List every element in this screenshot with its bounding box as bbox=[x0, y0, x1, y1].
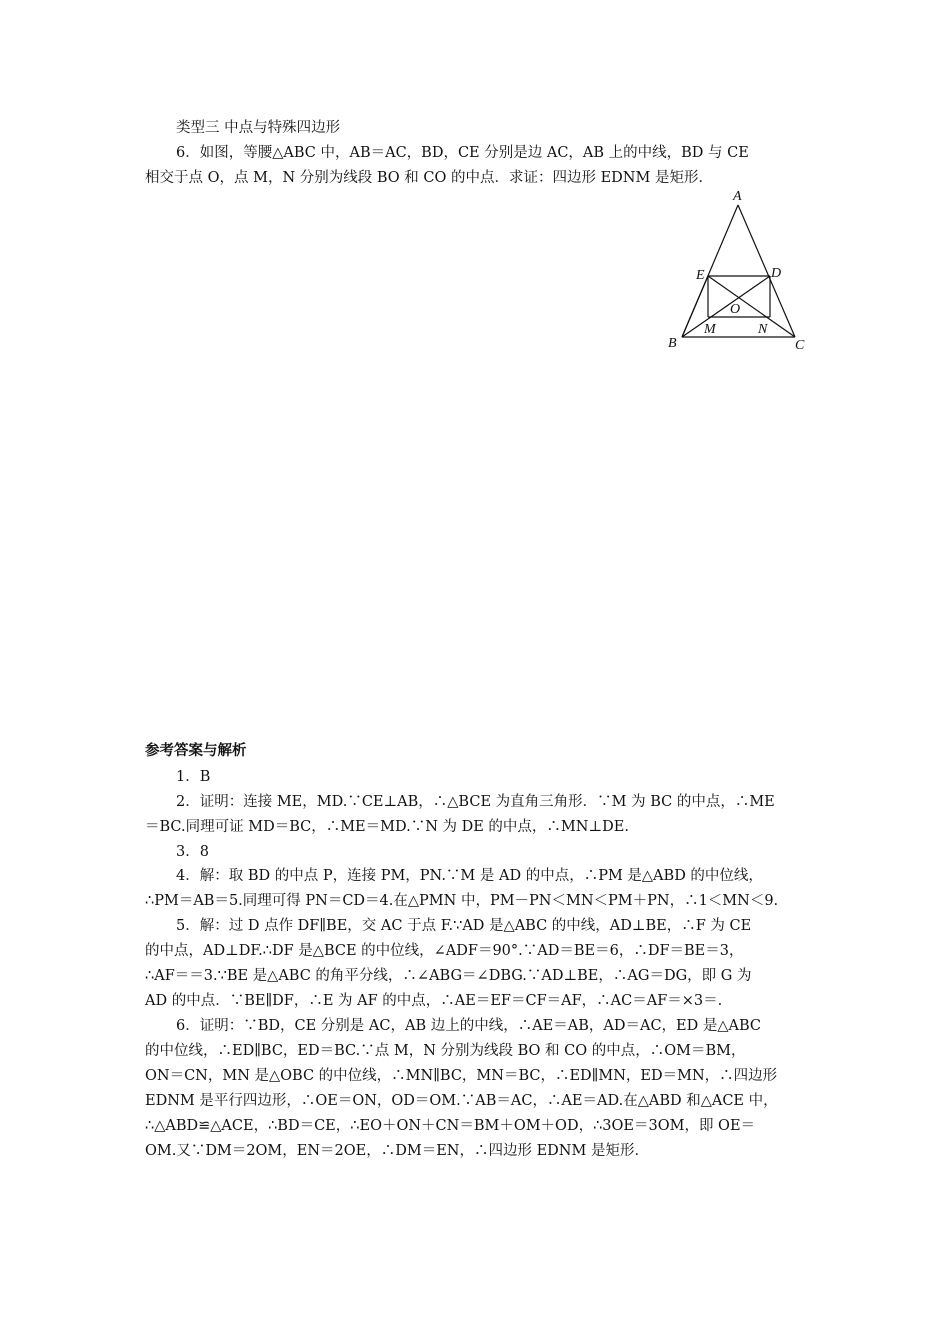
label-b: B bbox=[668, 336, 677, 351]
label-c: C bbox=[795, 338, 805, 353]
answer-line: EDNM 是平行四边形，∴OE＝ON，OD＝OM.∵AB＝AC，∴AE＝AD.在△ABD 和△ACE 中， bbox=[145, 1093, 778, 1109]
answer-line: ∴PM＝AB＝5.同理可得 PN＝CD＝4.在△PMN 中，PM－PN＜MN＜PM＋PN，∴1＜MN＜9. bbox=[145, 893, 779, 909]
answer-line: 3．8 bbox=[176, 844, 209, 860]
label-a: A bbox=[733, 189, 742, 204]
answer-line: ∴AF＝＝3.∵BE 是△ABC 的角平分线，∴∠ABG＝∠DBG.∵AD⊥BE，∴AG＝DG，即 G 为 bbox=[145, 968, 752, 984]
answer-line: OM.又∵DM＝2OM，EN＝2OE，∴DM＝EN，∴四边形 EDNM 是矩形． bbox=[145, 1143, 649, 1159]
label-m: M bbox=[704, 322, 716, 337]
label-e: E bbox=[696, 268, 705, 283]
answer-line: 5．解：过 D 点作 DF∥BE，交 AC 于点 F.∵AD 是△ABC 的中线，AD⊥BE，∴F 为 CE bbox=[176, 918, 752, 934]
label-n: N bbox=[758, 322, 768, 337]
triangle-figure bbox=[660, 185, 810, 355]
answer-line: 的中点，AD⊥DF.∴DF 是△BCE 的中位线，∠ADF＝90°.∵AD＝BE＝6，∴DF＝BE＝3， bbox=[145, 943, 744, 959]
answer-line: ＝BC.同理可证 MD＝BC，∴ME＝MD.∵N 为 DE 的中点，∴MN⊥DE. bbox=[145, 819, 629, 835]
problem-line-2: 相交于点 O，点 M，N 分别为线段 BO 和 CO 的中点．求证：四边形 EDNM 是矩形． bbox=[145, 170, 713, 186]
section-title: 类型三 中点与特殊四边形 bbox=[176, 120, 341, 136]
answer-line: 4．解：取 BD 的中点 P，连接 PM，PN.∵M 是 AD 的中点，∴PM 是△ABD 的中位线， bbox=[176, 868, 763, 884]
answer-line: ∴△ABD≌△ACE，∴BD＝CE，∴EO＋ON＋CN＝BM＋OM＋OD，∴3OE＝3OM，即 OE＝ bbox=[145, 1118, 756, 1134]
answer-line: 的中位线，∴ED∥BC，ED＝BC.∵点 M，N 分别为线段 BO 和 CO 的中点，∴OM＝BM， bbox=[145, 1043, 746, 1059]
answer-line: ON＝CN，MN 是△OBC 的中位线，∴MN∥BC，MN＝BC，∴ED∥MN，ED＝MN，∴四边形 bbox=[145, 1068, 778, 1084]
answer-line: 1．B bbox=[176, 769, 211, 785]
answer-line: 2．证明：连接 ME，MD.∵CE⊥AB，∴△BCE 为直角三角形．∵M 为 BC 的中点，∴ME bbox=[176, 794, 775, 810]
answers-heading: 参考答案与解析 bbox=[145, 743, 247, 759]
answer-line: 6．证明：∵BD，CE 分别是 AC，AB 边上的中线，∴AE＝AB，AD＝AC，ED 是△ABC bbox=[176, 1018, 762, 1034]
label-o: O bbox=[730, 302, 741, 317]
problem-line-1: 6．如图，等腰△ABC 中，AB＝AC，BD，CE 分别是边 AC，AB 上的中线，BD 与 CE bbox=[176, 145, 749, 161]
label-d: D bbox=[771, 266, 782, 281]
answer-line: AD 的中点．∵BE∥DF，∴E 为 AF 的中点，∴AE＝EF＝CF＝AF，∴AC＝AF＝×3＝. bbox=[145, 993, 723, 1009]
